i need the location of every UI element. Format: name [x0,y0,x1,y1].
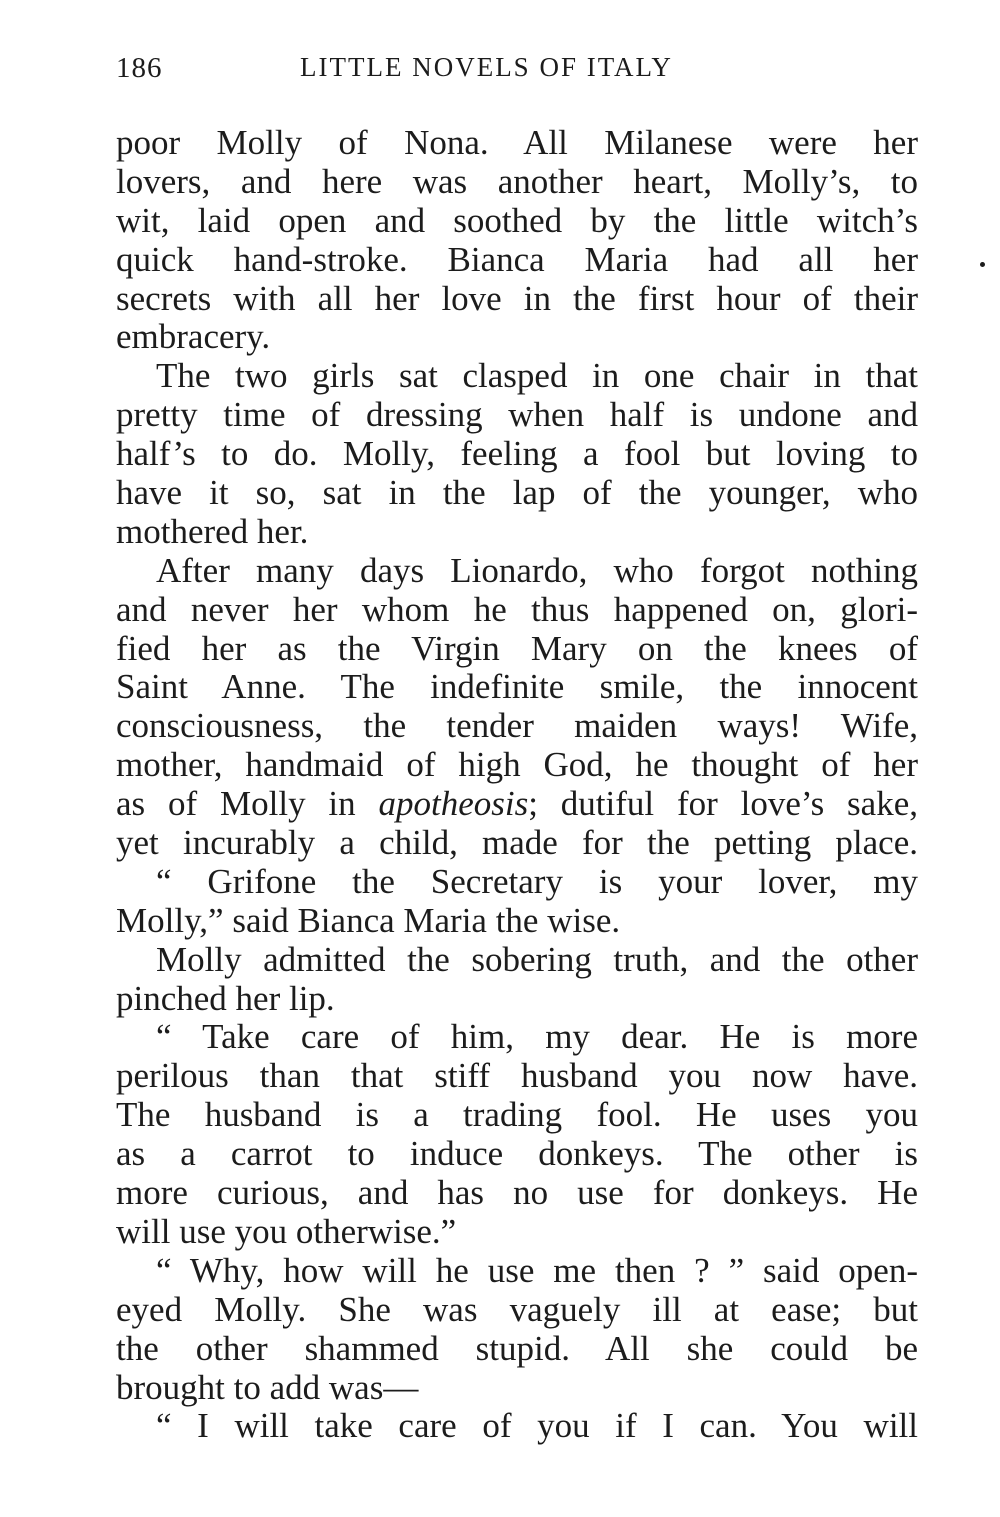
body-text [116,124,918,1446]
text-line: “ Take care of him, my dear. He is more [156,1017,918,1057]
text-line: pinched her lip. [116,978,335,1018]
text-line: After many days Lionardo, who forgot nothing [156,550,918,590]
text-line: wit, laid open and soothed by the little witch’s [116,200,918,240]
text-line: consciousness, the tender maiden ways! Wife, [116,706,918,746]
italic-word: apotheosis [378,784,529,824]
text-line: as of Molly in apotheosis; dutiful for love’s sake, [116,784,918,824]
text-line: mothered her. [116,511,309,551]
text-line: more curious, and has no use for donkeys. He [116,1173,918,1213]
text-line: perilous than that stiff husband you now have. [116,1056,918,1096]
text-line: mother, handmaid of high God, he thought of her [116,745,918,785]
text-line: have it so, sat in the lap of the younger, who [116,473,918,513]
text-line: will use you otherwise.” [116,1211,457,1251]
text-line: Saint Anne. The indefinite smile, the innocent [116,667,918,707]
text-line: yet incurably a child, made for the petting place. [116,823,918,863]
text-line: Molly admitted the sobering truth, and the other [156,939,918,979]
text-line: embracery. [116,317,271,357]
margin-mark [980,262,985,267]
page-number: 186 [116,52,163,84]
text-line: “ Grifone the Secretary is your lover, my [156,861,918,901]
text-line: half’s to do. Molly, feeling a fool but loving to [116,434,918,474]
text-line: “ Why, how will he use me then ? ” said open- [156,1250,918,1290]
running-title: LITTLE NOVELS OF ITALY [300,52,673,82]
text-line: The husband is a trading fool. He uses you [116,1095,918,1135]
text-line: fied her as the Virgin Mary on the knees of [116,628,918,668]
text-line: pretty time of dressing when half is undone and [116,395,918,435]
text-line: eyed Molly. She was vaguely ill at ease; but [116,1289,918,1329]
text-line: poor Molly of Nona. All Milanese were her [116,123,918,162]
text-line: and never her whom he thus happened on, glori- [116,589,918,629]
text-line: quick hand-stroke. Bianca Maria had all her [116,239,918,279]
text-line: secrets with all her love in the first hour of their [116,278,918,318]
text-line: as a carrot to induce donkeys. The other is [116,1134,918,1174]
text-line: the other shammed stupid. All she could be [116,1328,918,1368]
text-line: “ I will take care of you if I can. You will [156,1406,918,1446]
page-header [116,52,918,92]
text-line: lovers, and here was another heart, Molly’s, to [116,161,918,201]
text-line: Molly,” said Bianca Maria the wise. [116,900,621,940]
text-line: The two girls sat clasped in one chair in that [156,356,918,396]
text-line: brought to add was— [116,1367,419,1407]
